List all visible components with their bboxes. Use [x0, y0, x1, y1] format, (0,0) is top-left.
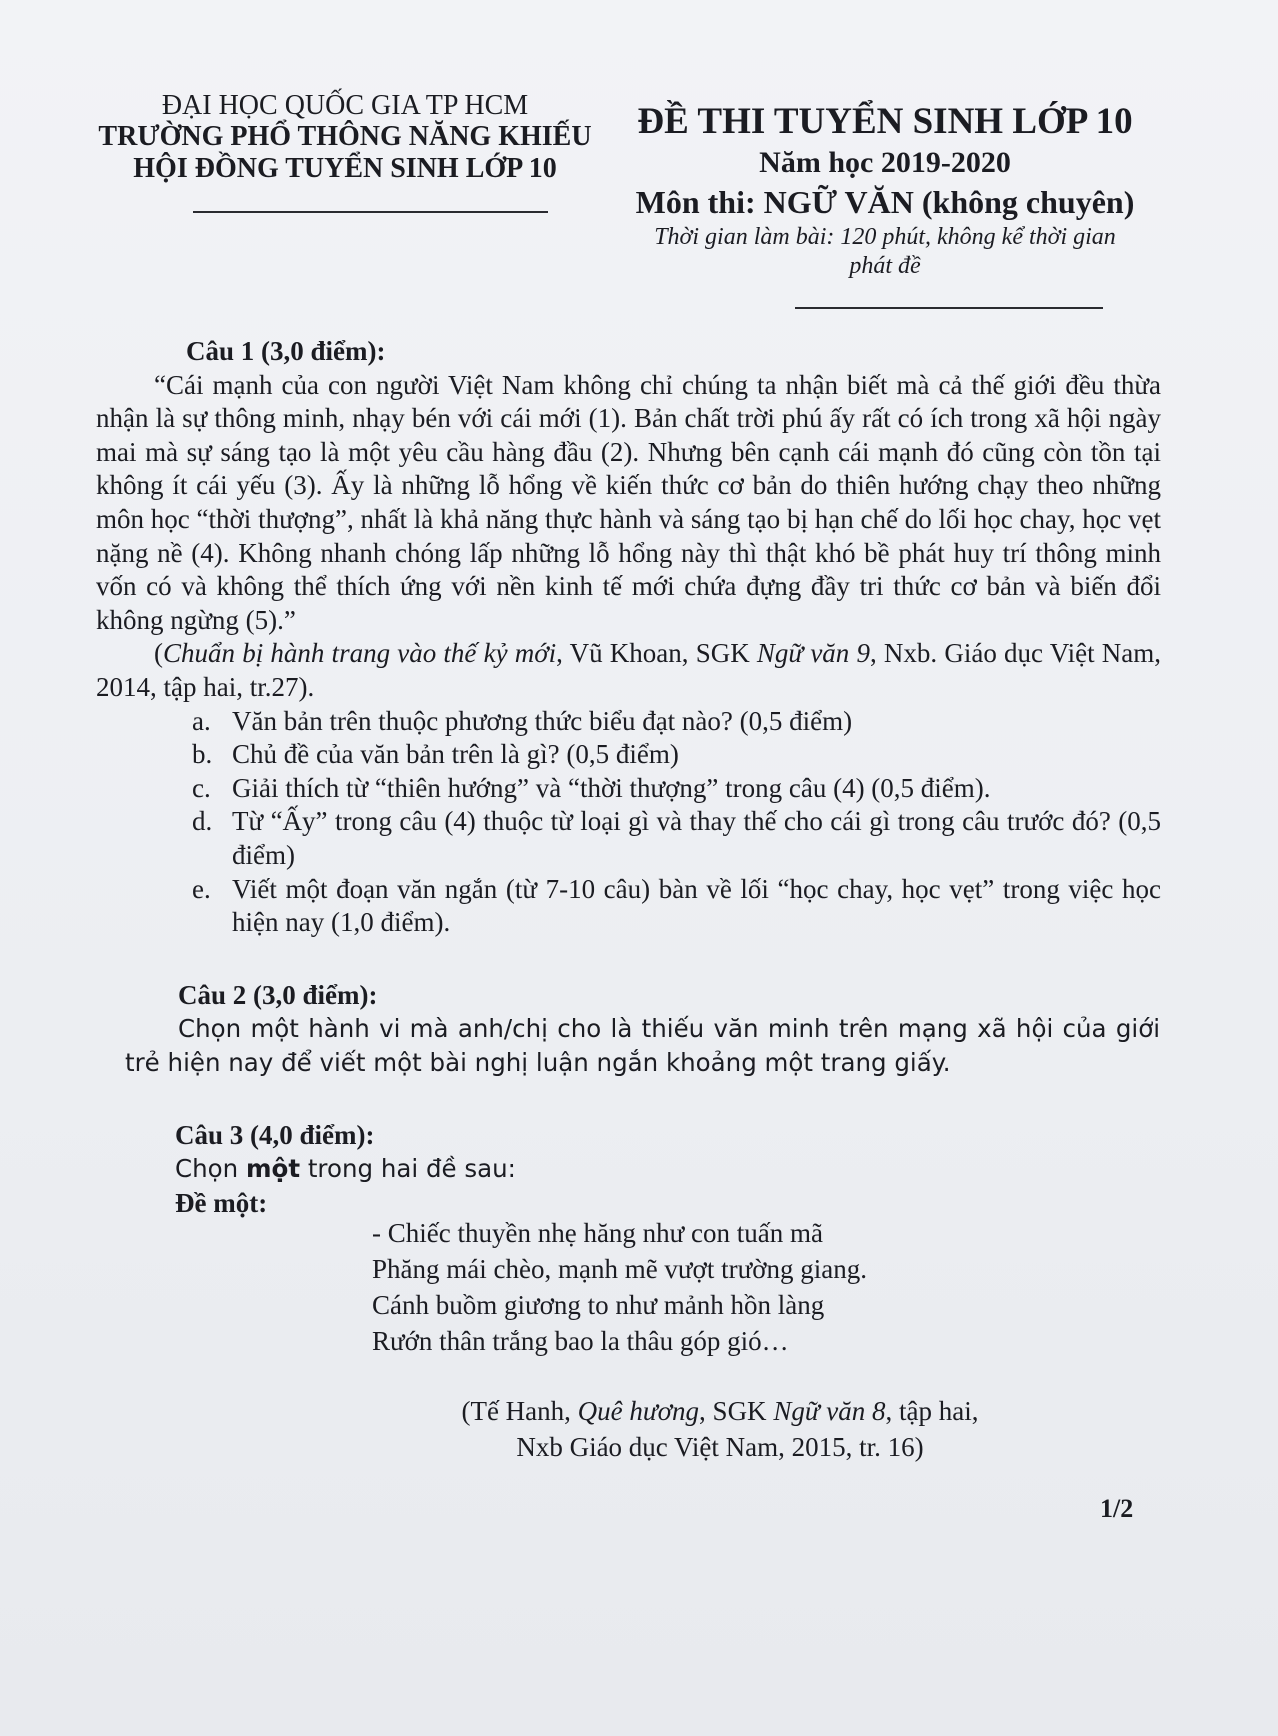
question-2-title: Câu 2 (3,0 điểm): [178, 980, 378, 1010]
source-book: Ngữ văn 9 [756, 638, 870, 669]
council-name: HỘI ĐỒNG TUYỂN SINH LỚP 10 [133, 152, 557, 184]
passage-source: (Chuẩn bị hành trang vào thế kỷ mới, Vũ Khoan, SGK Ngữ văn 9, Nxb. Giáo dục Việt Nam, 2014, tập hai, tr.27). [96, 638, 1161, 702]
list-item: c. Giải thích từ “thiên hướng” và “thời thượng” trong câu (4) (0,5 điểm). [192, 772, 991, 803]
question-2-text: Chọn một hành vi mà anh/chị cho là thiếu văn minh trên mạng xã hội của giới trẻ hiện nay để viết một bài nghị luận ngắn khoảng một trang giấy. [125, 1014, 1160, 1077]
question-1-passage: “Cái mạnh của con người Việt Nam không chỉ chúng ta nhận biết mà cả thế giới đều thừa nhận là sự thông minh, nhạy bén với cái mới (1). Bản chất trời phú ấy rất có ích trong xã hội ngày mai mà sự sáng tạo là một yêu cầu hàng đầu (2). Nhưng bên cạnh cái mạnh đó cũng còn tồn tại không ít cái yếu (3). Ấy là những lỗ hổng về kiến thức cơ bản do thiên hướng chạy theo những môn học “thời thượng”, nhất là khả năng thực hành và sáng tạo bị hạn chế do lối học chay, học vẹt nặng nề (4). Không nhanh chóng lấp những lỗ hổng này thì thật khó bề phát huy trí thông minh vốn có và không thể thích ứng với nền kinh tế mới chứa đựng đầy tri thức cơ bản và biến đổi không ngừng (5).” [96, 369, 1161, 635]
exam-subject: Môn thi: NGỮ VĂN (không chuyên) [635, 184, 1135, 221]
poem-line: Rướn thân trắng bao la thâu góp gió… [372, 1326, 789, 1356]
poem-line: Cánh buồm giương to như mảnh hồn làng [372, 1290, 825, 1320]
poem-citation: (Tế Hanh, Quê hương, SGK Ngữ văn 8, tập hai, Nxb Giáo dục Việt Nam, 2015, tr. 16) [461, 1396, 979, 1462]
question-1-items [96, 705, 1161, 940]
source-title: Chuẩn bị hành trang vào thế kỷ mới [163, 638, 557, 669]
question-3-title: Câu 3 (4,0 điểm): [175, 1120, 375, 1150]
question-1 [96, 335, 1161, 940]
poem-line: - Chiếc thuyền nhẹ hăng như con tuấn mã [372, 1218, 824, 1248]
left-divider [193, 211, 548, 213]
question-1-title: Câu 1 (3,0 điểm): [186, 336, 386, 366]
school-header [95, 90, 595, 184]
list-item: e. Viết một đoạn văn ngắn (từ 7-10 câu) bàn về lối “học chay, học vẹt” trong việc học hiện nay (1,0 điểm). [192, 873, 1161, 938]
question-3-instruction: Chọn một trong hai đề sau: [175, 1154, 516, 1183]
question-3 [175, 1118, 1160, 1220]
university-name: ĐẠI HỌC QUỐC GIA TP HCM [161, 90, 529, 121]
poem [372, 1215, 867, 1359]
question-2 [125, 978, 1160, 1080]
list-item: a. Văn bản trên thuộc phương thức biểu đạt nào? (0,5 điểm) [192, 705, 853, 736]
exam-title: ĐỀ THI TUYỂN SINH LỚP 10 [637, 101, 1133, 142]
exam-header [615, 100, 1155, 280]
list-item: d. Từ “Ấy” trong câu (4) thuộc từ loại gì và thay thế cho cái gì trong câu trước đó? (0,5 điểm) [192, 806, 1161, 870]
poem-line: Phăng mái chèo, mạnh mẽ vượt trường giang. [372, 1254, 867, 1284]
exam-duration: Thời gian làm bài: 120 phút, không kể thời gian phát đề [654, 224, 1116, 279]
page-number: 1/2 [1100, 1494, 1134, 1523]
school-name: TRƯỜNG PHỔ THÔNG NĂNG KHIẾU [98, 121, 592, 153]
list-item: b. Chủ đề của văn bản trên là gì? (0,5 điểm) [192, 739, 679, 770]
right-divider [795, 307, 1103, 309]
school-year: Năm học 2019-2020 [759, 146, 1011, 180]
topic-one-label: Đề một: [175, 1188, 268, 1218]
